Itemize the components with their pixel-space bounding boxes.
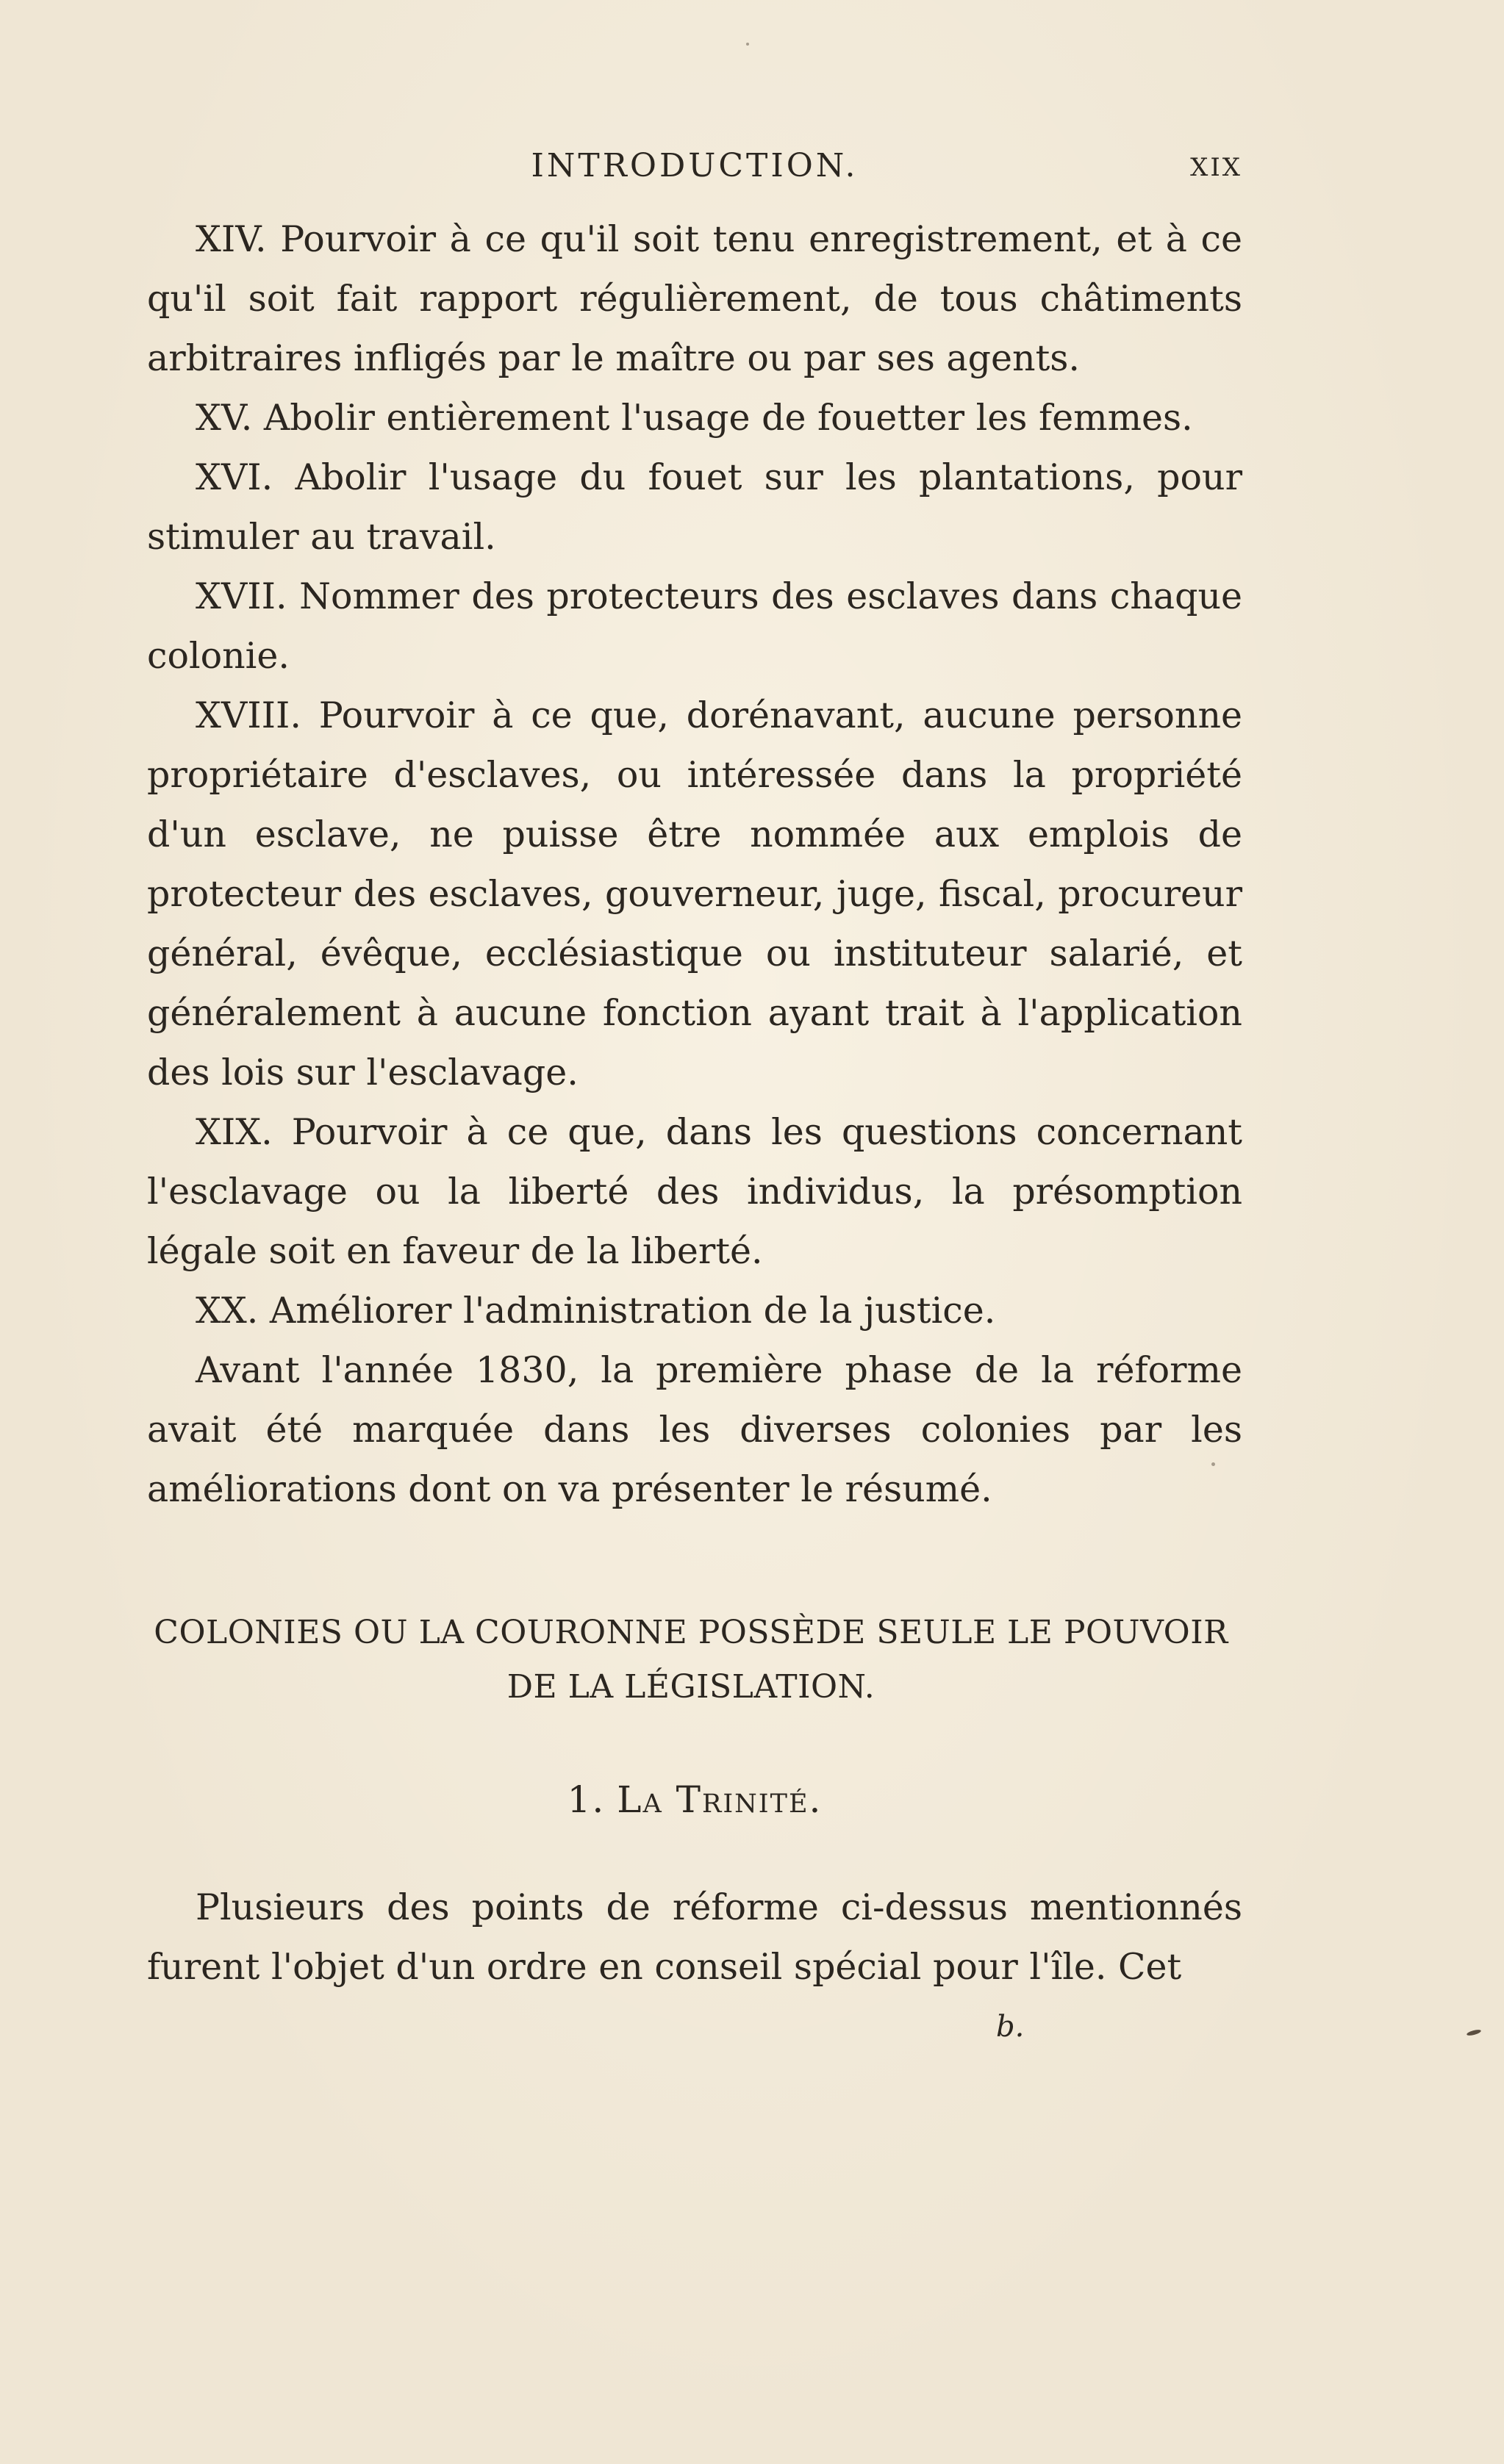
section-heading-line-2: DE LA LÉGISLATION. xyxy=(506,1668,875,1706)
paragraph-plusieurs: Plusieurs des points de réforme ci-dessus mentionnés furent l'objet d'un ordre en conseil spécial pour l'île. Cet xyxy=(147,1886,1242,1988)
body-text xyxy=(147,209,1242,1519)
paragraph-xviii: XVIII. Pourvoir à ce que, dorénavant, aucune personne propriétaire d'esclaves, ou intéressée dans la propriété d'un esclave, ne puisse être nommée aux emplois de protecteur des esclaves, gouverneur, juge, fiscal, procureur général, évêque, ecclésiastique ou instituteur salarié, et généralement à aucune fonction ayant trait à l'application des lois sur l'esclavage. xyxy=(147,694,1242,1093)
final-text xyxy=(147,1878,1242,1997)
paragraph-xiv: XIV. Pourvoir à ce qu'il soit tenu enregistrement, et à ce qu'il soit fait rapport régulièrement, de tous châtiments arbitraires infligés par le maître ou par ses agents. xyxy=(147,218,1242,379)
paragraph-xvi: XVI. Abolir l'usage du fouet sur les plantations, pour stimuler au travail. xyxy=(147,456,1242,558)
paragraph-xx: XX. Améliorer l'administration de la justice. xyxy=(196,1290,996,1332)
paragraph-avant-1830: Avant l'année 1830, la première phase de la réforme avait été marquée dans les diverses colonies par les améliorations dont on va présenter le résumé. xyxy=(147,1349,1242,1510)
subsection-number: 1. xyxy=(567,1778,606,1821)
running-head xyxy=(147,147,1242,198)
section-heading-line-1: COLONIES OU LA COURONNE POSSÈDE SEULE LE POUVOIR xyxy=(154,1614,1228,1651)
section-heading xyxy=(136,1606,1246,1714)
subsection-heading xyxy=(147,1778,1242,1821)
paragraph-xix: XIX. Pourvoir à ce que, dans les questions concernant l'esclavage ou la liberté des individus, la présomption légale soit en faveur de la liberté. xyxy=(147,1111,1242,1272)
page-number: XIX xyxy=(1190,153,1242,182)
running-title: INTRODUCTION. xyxy=(531,147,859,184)
paragraph-xvii: XVII. Nommer des protecteurs des esclaves dans chaque colonie. xyxy=(147,575,1242,677)
paper-speck xyxy=(1467,2029,1482,2037)
signature-mark: b. xyxy=(996,2010,1025,2044)
paper-speck xyxy=(1211,1462,1215,1466)
paragraph-xv: XV. Abolir entièrement l'usage de fouetter les femmes. xyxy=(196,397,1193,439)
subsection-title: La Trinité. xyxy=(617,1778,823,1821)
paper-speck xyxy=(746,43,749,46)
